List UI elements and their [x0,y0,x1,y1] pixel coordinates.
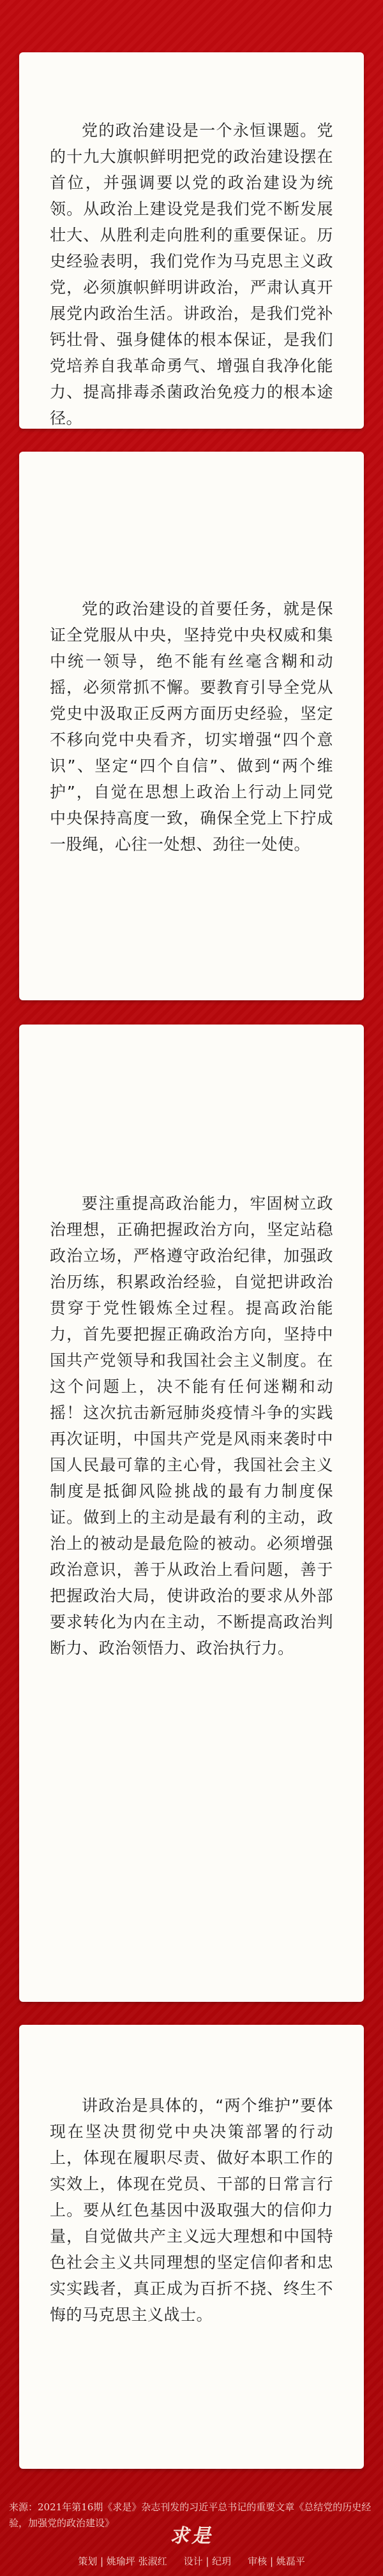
credit-review: 审核 | 姚磊平 [248,2556,305,2567]
credit-design: 设计 | 纪玥 [183,2556,232,2567]
source-note: 来源：2021年第16期《求是》杂志刊发的习近平总书记的重要文章《总结党的历史经验，加强党的政治建设》 [9,2501,372,2529]
text-card [19,452,364,1000]
paragraph: 党的政治建设的首要任务，就是保证全党服从中央，坚持党中央权威和集中统一领导，绝不能有丝毫含糊和动摇，必须常抓不懈。要教育引导全党从党史中汲取正反两方面历史经验，坚定不移向党中央看齐，切实增强“四个意识”、坚定“四个自信”、做到“两个维护”，自觉在思想上政治上行动上同党中央保持高度一致，确保全党上下拧成一股绳，心往一处想、劲往一处使。 [50,600,333,854]
paragraph: 讲政治是具体的，“两个维护”要体现在坚决贯彻党中央决策部署的行动上，体现在履职尽责、做好本职工作的实效上，体现在党员、干部的日常言行上。要从红色基因中汲取强大的信仰力量，自觉做共产主义远大理想和中国特色社会主义共同理想的坚定信仰者和忠实实践者，真正成为百折不挠、终生不悔的马克思主义战士。 [50,2096,333,2324]
paragraph: 党的政治建设是一个永恒课题。党的十九大旗帜鲜明把党的政治建设摆在首位，并强调要以党的政治建设为统领。从政治上建设党是我们党不断发展壮大、从胜利走向胜利的重要保证。历史经验表明，我们党作为马克思主义政党，必须旗帜鲜明讲政治，严肃认真开展党内政治生活。讲政治，是我们党补钙壮骨、强身健体的根本保证，是我们党培养自我革命勇气、增强自我净化能力、提高排毒杀菌政治免疫力的根本途径。 [50,121,333,427]
text-card [19,52,364,429]
text-card [19,1025,364,2002]
credit-planning: 策划 | 姚瑜坪 张淑红 [78,2556,167,2567]
paragraph: 要注重提高政治能力，牢固树立政治理想，正确把握政治方向，坚定站稳政治立场，严格遵守政治纪律，加强政治历练，积累政治经验，自觉把讲政治贯穿于党性锻炼全过程。提高政治能力，首先要把握正确政治方向，坚持中国共产党领导和我国社会主义制度。在这个问题上，决不能有任何迷糊和动摇！这次抗击新冠肺炎疫情斗争的实践再次证明，中国共产党是风雨来袭时中国人民最可靠的主心骨，我国社会主义制度是抵御风险挑战的最有力制度保证。做到上的主动是最有利的主动，政治上的被动是最危险的被动。必须增强政治意识，善于从政治上看问题，善于把握政治大局，使讲政治的要求从外部要求转化为内在主动，不断提高政治判断力、政治领悟力、政治执行力。 [50,1194,333,1657]
qiushi-logo: 求是 [170,2525,213,2547]
text-card [19,2025,364,2469]
credits [0,2554,383,2568]
